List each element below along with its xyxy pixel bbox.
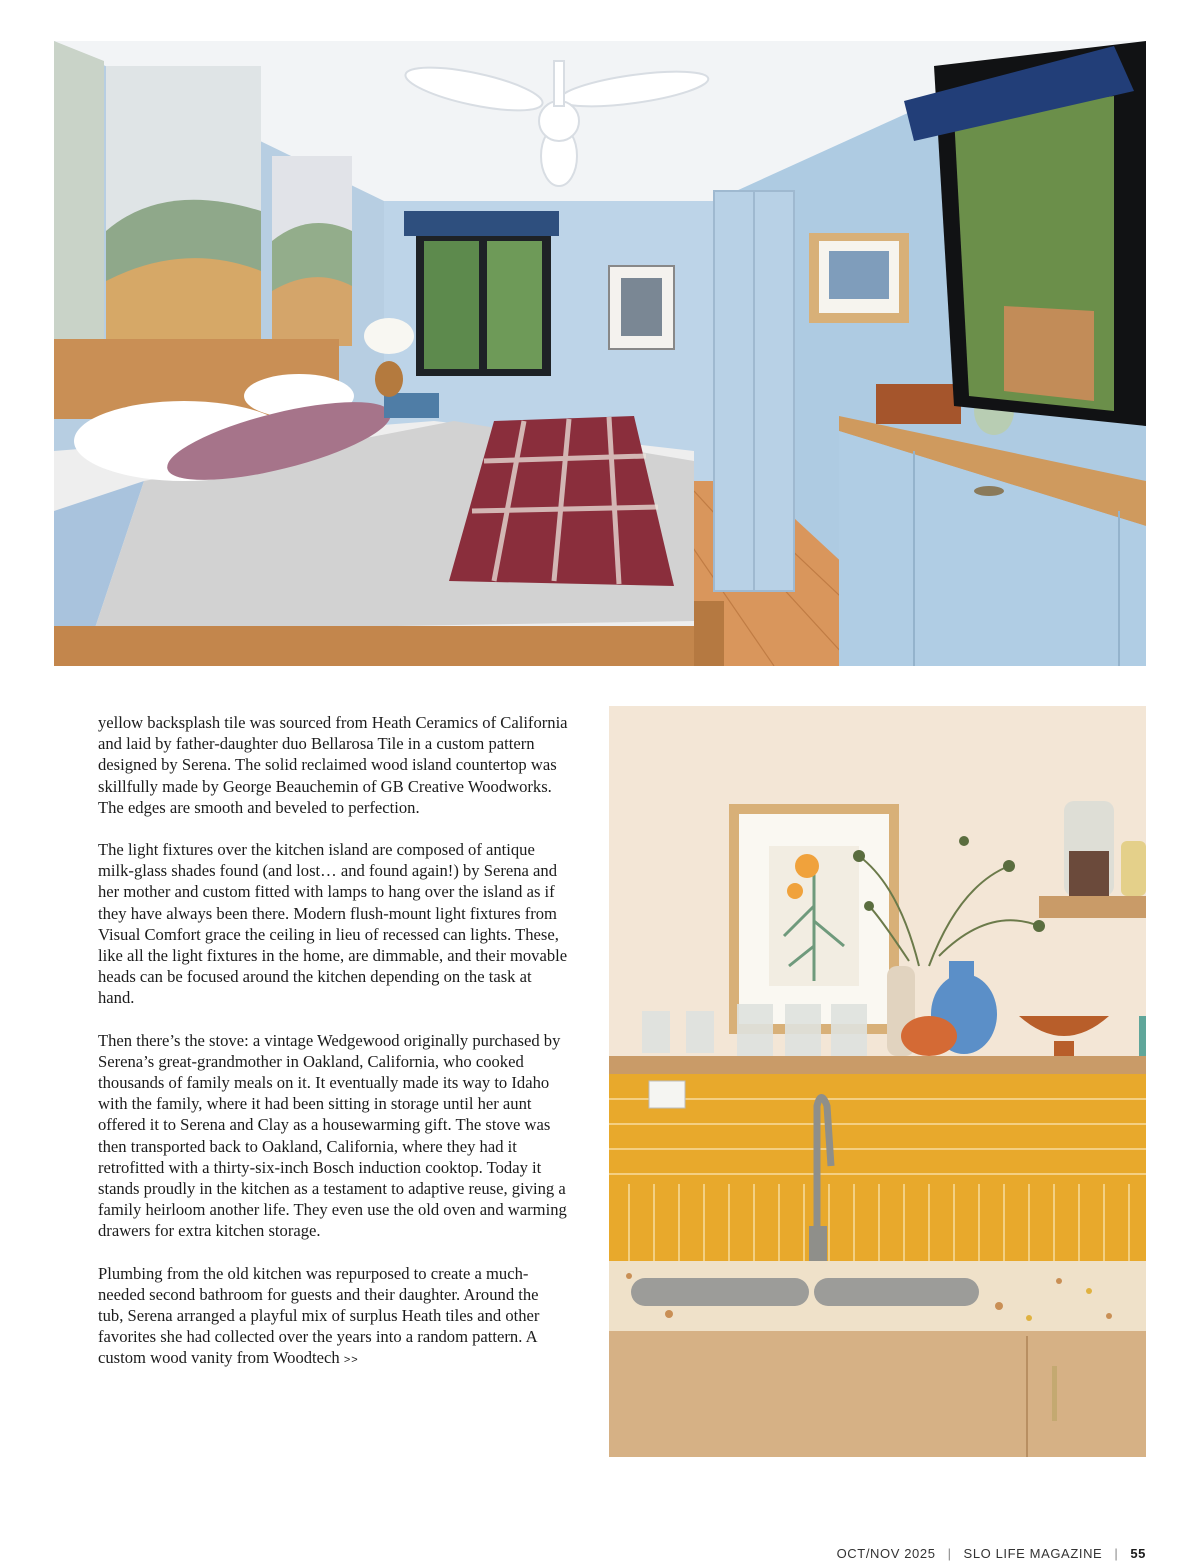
footer-separator-2: | [1114, 1546, 1119, 1561]
issue-date: OCT/NOV 2025 [836, 1546, 936, 1561]
continue-mark: >> [343, 1354, 359, 1367]
magazine-name: SLO LIFE MAGAZINE [963, 1546, 1103, 1561]
bedroom-photo [54, 41, 1146, 666]
paragraph-3: Then there’s the stove: a vintage Wedgewood originally purchased by Serena’s great-grandmother in Oakland, California, who cooked thousands of family meals on it. It eventually made its way to Idaho with the family, where it had been sitting in storage until her aunt offered it to Serena and Clay as a housewarming gift. The stove was then transported back to Oakland, California, where they had it retrofitted with a thirty-six-inch Bosch induction cooktop. Today it stands proudly in the kitchen as a testament to adaptive reuse, giving a family heirloom another life. They even use the old oven and warming drawers for extra kitchen storage. [98, 1030, 567, 1241]
paragraph-4-text: Plumbing from the old kitchen was repurposed to create a much-needed second bathroom for guests and their daughter. Around the tub, Serena arranged a playful mix of surplus Heath tiles and other favorites she had collected over the years into a random pattern. A custom wood vanity from Woodtech [98, 1263, 540, 1368]
article-body [98, 712, 568, 1393]
footer-separator: | [947, 1546, 952, 1561]
paragraph-4 [98, 1263, 568, 1372]
kitchen-photo [609, 706, 1146, 1457]
paragraph-2: The light fixtures over the kitchen island are composed of antique milk-glass shades found (and lost… and found again!) by Serena and her mother and custom fitted with lamps to hang over the island as if they have always been there. Modern flush-mount light fixtures from Visual Comfort grace the ceiling in lieu of recessed can lights. These, like all the light fixtures in the home, are dimmable, and their movable heads can be focused around the kitchen depending on the task at hand. [98, 840, 568, 1008]
paragraph-1: yellow backsplash tile was sourced from Heath Ceramics of California and laid by father-daughter duo Bellarosa Tile in a custom pattern designed by Serena. The solid reclaimed wood island countertop was skillfully made by George Beauchemin of GB Creative Woodworks. The edges are smooth and beveled to perfection. [98, 713, 568, 817]
page-number: 55 [1130, 1546, 1146, 1561]
page-footer [837, 1546, 1146, 1561]
